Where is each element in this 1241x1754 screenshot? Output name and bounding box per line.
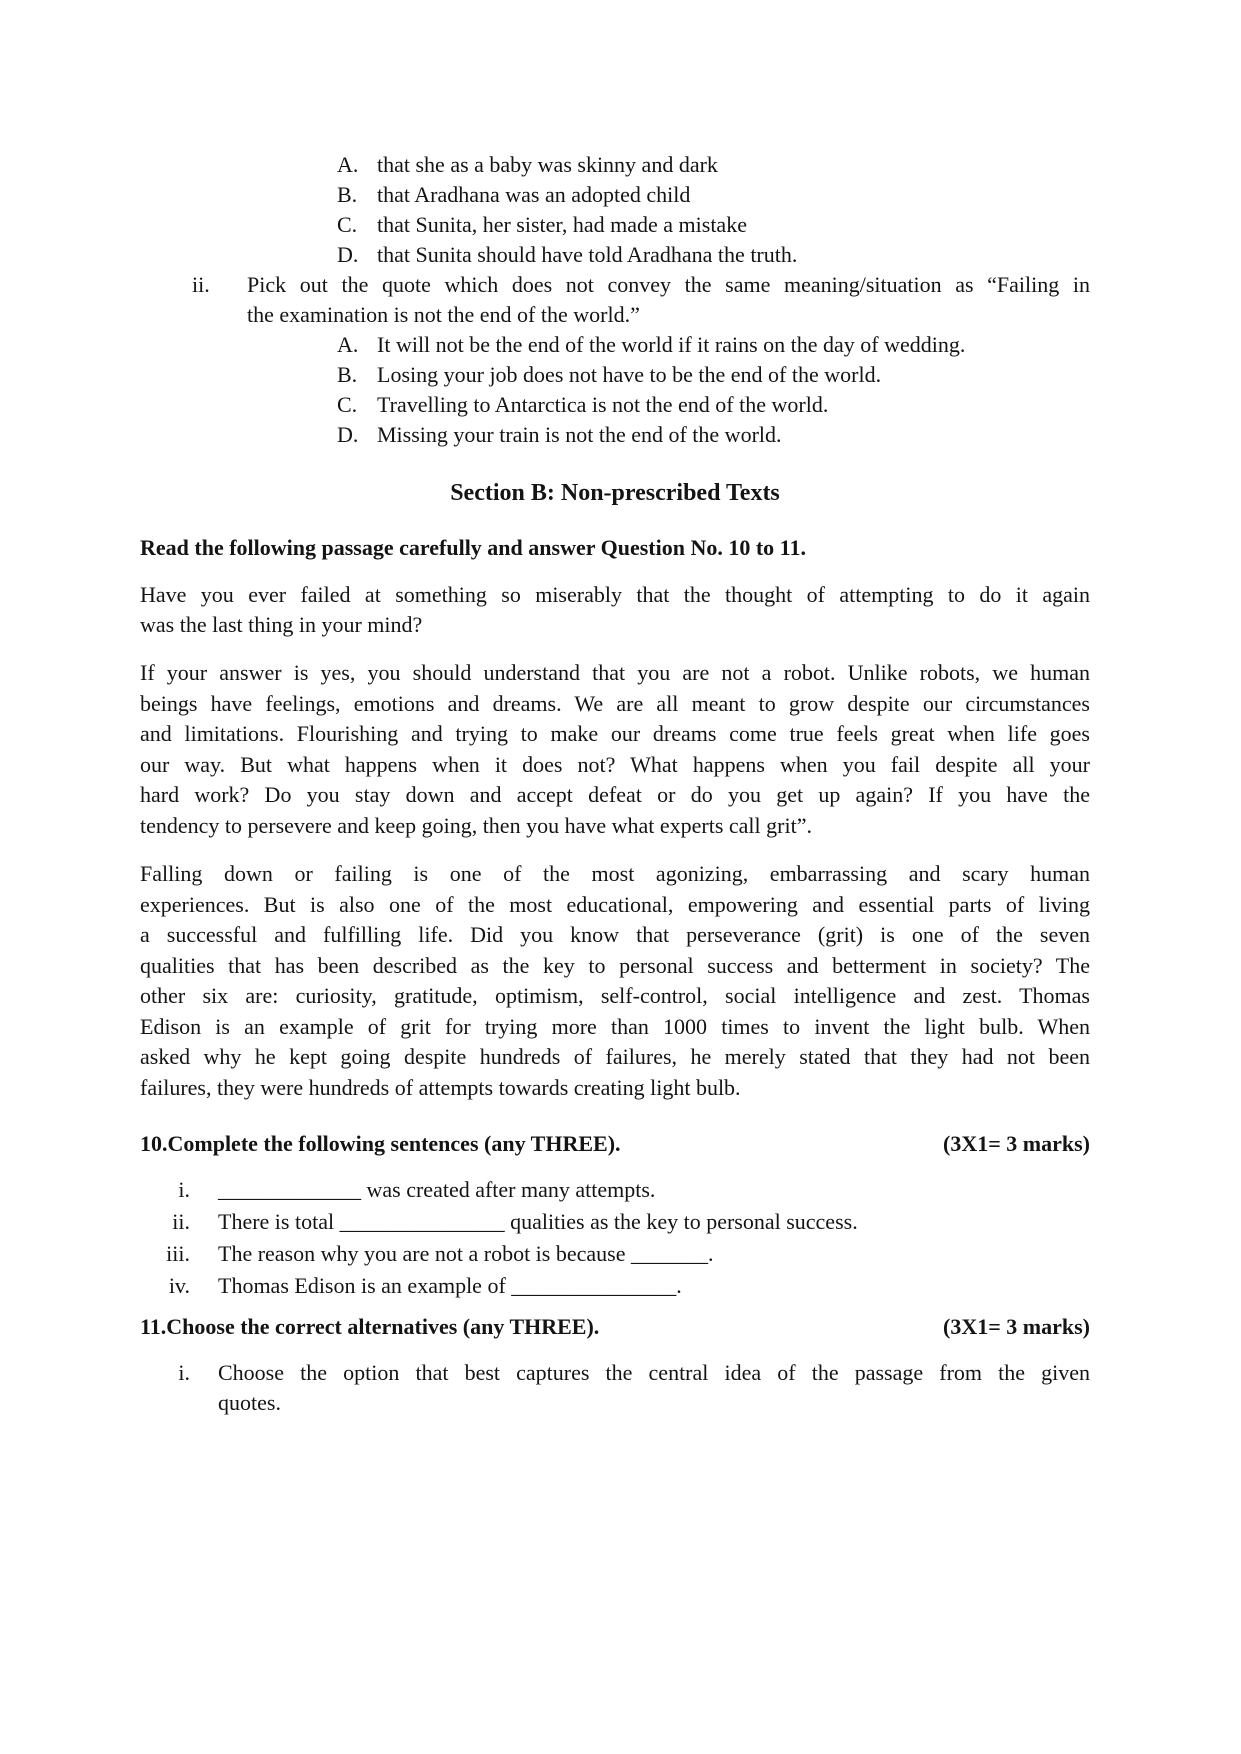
text-line: Falling down or failing is one of the most agonizing, embarrassing and scary human	[140, 861, 1090, 886]
item-numeral: i.	[178, 1177, 190, 1202]
q10-item	[140, 1174, 1090, 1206]
option-letter: A.	[337, 152, 359, 177]
option-text: Missing your train is not the end of the world.	[377, 422, 782, 447]
option-text: It will not be the end of the world if it rains on the day of wedding.	[377, 332, 966, 357]
q11-title: 11.Choose the correct alternatives (any THREE).	[140, 1314, 600, 1339]
option-letter: C.	[337, 392, 358, 417]
mcq-option	[337, 210, 1090, 240]
option-letter: B.	[337, 182, 358, 207]
text-line: Choose the option that best captures the central idea of the passage from the given	[218, 1360, 1090, 1385]
q11-item	[140, 1358, 1090, 1418]
option-letter: C.	[337, 212, 358, 237]
text-line: If your answer is yes, you should understand that you are not a robot. Unlike robots, we human	[140, 660, 1090, 685]
text-line: other six are: curiosity, gratitude, optimism, self-control, social intelligence and zest. Thomas	[140, 983, 1090, 1008]
mcq-options-group-1	[337, 150, 1090, 270]
text-line: beings have feelings, emotions and dreams. We are all meant to grow despite our circumstances	[140, 690, 1090, 716]
item-numeral: ii.	[172, 1209, 190, 1234]
text-line: Have you ever failed at something so miserably that the thought of attempting to do it again	[140, 582, 1090, 607]
item-numeral: ii.	[192, 272, 210, 297]
option-letter: B.	[337, 362, 358, 387]
text-line: qualities that has been described as the key to personal success and betterment in society? The	[140, 952, 1090, 978]
section-b-heading: Section B: Non-prescribed Texts	[450, 480, 780, 506]
q11-marks: (3X1= 3 marks)	[943, 1314, 1090, 1339]
q10-item	[140, 1270, 1090, 1302]
item-numeral: i.	[178, 1360, 190, 1385]
q11-header	[140, 1312, 1090, 1342]
option-letter: D.	[337, 242, 359, 267]
mcq-option	[337, 180, 1090, 210]
mcq-options-group-2	[337, 330, 1090, 450]
passage-instruction: Read the following passage carefully and answer Question No. 10 to 11.	[140, 535, 806, 560]
option-text: Travelling to Antarctica is not the end of the world.	[377, 392, 829, 417]
option-letter: D.	[337, 422, 359, 447]
item-text: Thomas Edison is an example of _______________.	[218, 1273, 682, 1298]
q10-header	[140, 1129, 1090, 1159]
q11-item-text	[218, 1358, 1090, 1418]
text-line: the examination is not the end of the world.”	[247, 302, 640, 327]
q10-title: 10.Complete the following sentences (any THREE).	[140, 1131, 621, 1156]
passage-paragraph-3	[140, 859, 1090, 1103]
text-line: tendency to persevere and keep going, then you have what experts call grit”.	[140, 812, 812, 838]
option-text: that she as a baby was skinny and dark	[377, 152, 718, 177]
mcq-option	[337, 390, 1090, 420]
subquestion-ii-text	[247, 270, 1090, 330]
option-text: that Sunita should have told Aradhana the truth.	[377, 242, 798, 267]
item-numeral: iii.	[166, 1241, 190, 1266]
text-line: a successful and fulfilling life. Did you know that perseverance (grit) is one of the seven	[140, 922, 1090, 947]
q10-marks: (3X1= 3 marks)	[943, 1131, 1090, 1156]
option-text: Losing your job does not have to be the end of the world.	[377, 362, 882, 387]
text-line: asked why he kept going despite hundreds of failures, he merely stated that they had not been	[140, 1044, 1090, 1069]
text-line: our way. But what happens when it does not? What happens when you fail despite all your	[140, 751, 1090, 777]
subquestion-ii	[140, 270, 1090, 330]
item-text: The reason why you are not a robot is because _______.	[218, 1241, 714, 1266]
passage-paragraph-2	[140, 658, 1090, 841]
item-text: _____________ was created after many attempts.	[218, 1177, 656, 1202]
text-line: failures, they were hundreds of attempts towards creating light bulb.	[140, 1074, 741, 1100]
text-line: hard work? Do you stay down and accept defeat or do you get up again? If you have the	[140, 782, 1090, 807]
mcq-option	[337, 420, 1090, 450]
text-line: and limitations. Flourishing and trying to make our dreams come true feels great when life goes	[140, 721, 1090, 746]
option-text: that Sunita, her sister, had made a mistake	[377, 212, 747, 237]
item-text: There is total _______________ qualities as the key to personal success.	[218, 1209, 858, 1234]
item-numeral: iv.	[168, 1273, 190, 1298]
mcq-option	[337, 150, 1090, 180]
option-text: that Aradhana was an adopted child	[377, 182, 691, 207]
passage-paragraph-1	[140, 580, 1090, 640]
q10-item-list	[140, 1174, 1090, 1302]
text-line: Edison is an example of grit for trying more than 1000 times to invent the light bulb. When	[140, 1013, 1090, 1039]
q10-item	[140, 1238, 1090, 1270]
text-line: Pick out the quote which does not convey the same meaning/situation as “Failing in	[247, 272, 1090, 297]
mcq-option	[337, 240, 1090, 270]
text-line: quotes.	[218, 1390, 281, 1415]
mcq-option	[337, 330, 1090, 360]
q10-item	[140, 1206, 1090, 1238]
mcq-option	[337, 360, 1090, 390]
text-line: experiences. But is also one of the most educational, empowering and essential parts of living	[140, 891, 1090, 917]
text-line: was the last thing in your mind?	[140, 612, 423, 637]
option-letter: A.	[337, 332, 359, 357]
